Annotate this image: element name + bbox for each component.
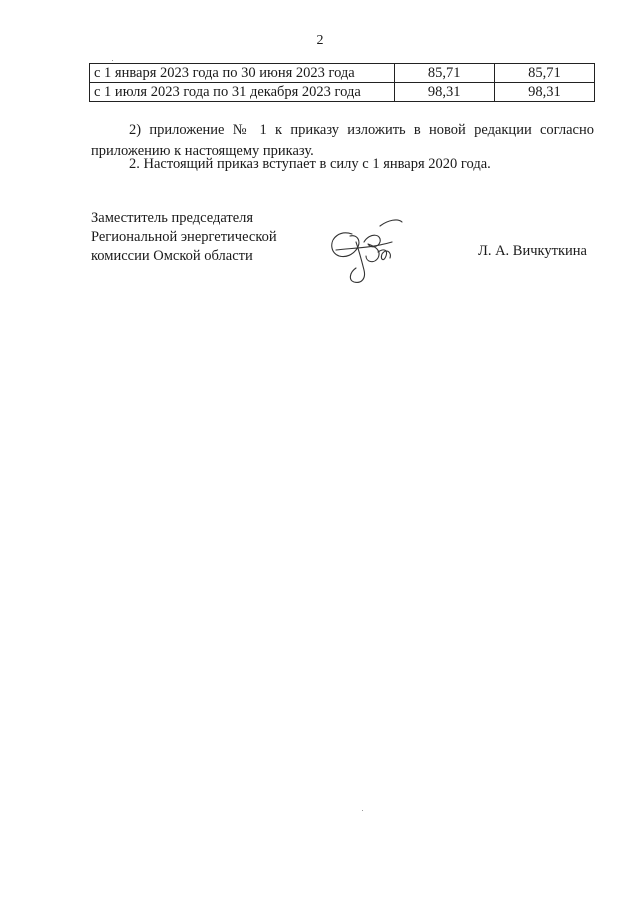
table-row [90, 83, 595, 102]
value-cell: 85,71 [494, 64, 594, 83]
signer-title-line: комиссии Омской области [91, 248, 253, 264]
page-number: 2 [316, 33, 324, 48]
signer-name: Л. А. Вичкуткина [478, 243, 587, 259]
paragraph-point-2: 2. Настоящий приказ вступает в силу с 1 января 2020 года. [129, 156, 491, 172]
table-row [90, 64, 595, 83]
signer-title-line: Региональной энергетической [91, 229, 277, 245]
scan-speck [112, 60, 113, 61]
period-cell: с 1 июля 2023 года по 31 декабря 2023 года [90, 83, 395, 102]
signer-title [91, 209, 277, 266]
paragraph-item-2: 2) приложение № 1 к приказу изложить в новой редакции согласно приложению к настоящему приказу. [91, 122, 594, 159]
period-cell: с 1 января 2023 года по 30 июня 2023 года [90, 64, 395, 83]
rates-table [89, 63, 595, 102]
handwritten-signature [322, 212, 412, 288]
value-cell: 98,31 [494, 83, 594, 102]
scan-speck [362, 810, 363, 811]
value-cell: 98,31 [394, 83, 494, 102]
value-cell: 85,71 [394, 64, 494, 83]
signer-title-line: Заместитель председателя [91, 210, 254, 226]
